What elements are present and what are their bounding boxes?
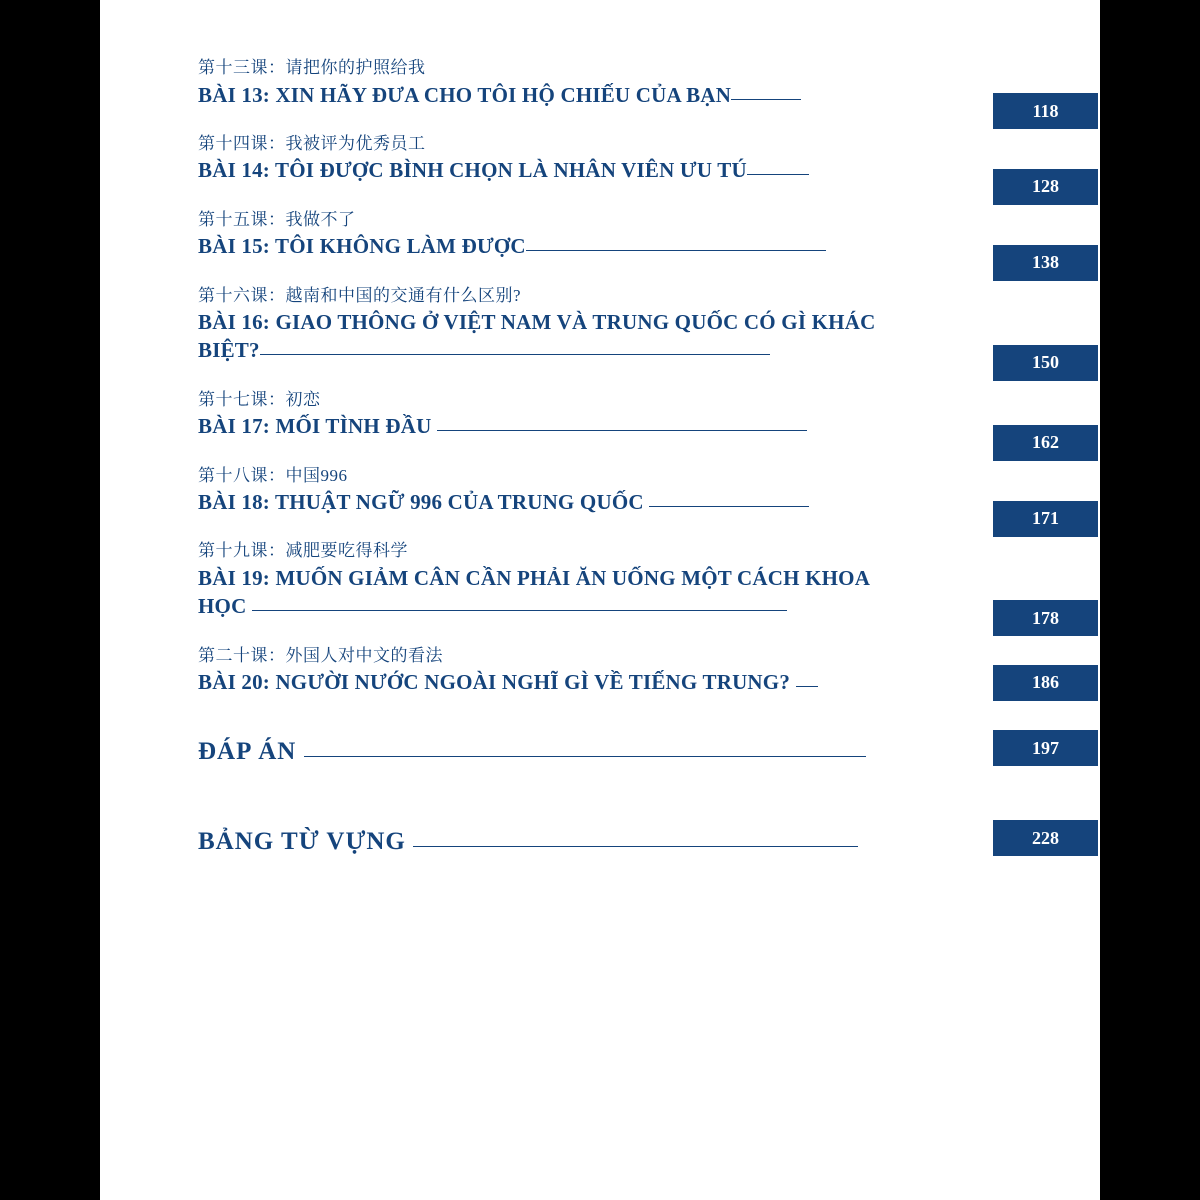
page-number-badge[interactable]: 118 <box>993 93 1098 129</box>
toc-entry[interactable] <box>198 538 1059 628</box>
lesson-title-vietnamese <box>198 308 883 365</box>
page-number-badge[interactable]: 150 <box>993 345 1098 381</box>
leader-dots <box>526 250 826 251</box>
leader-dots <box>304 756 866 757</box>
section-title-text: ĐÁP ÁN <box>198 738 297 765</box>
page-number-badge[interactable]: 138 <box>993 245 1098 281</box>
lesson-title-vietnamese-text: BÀI 16: GIAO THÔNG Ở VIỆT NAM VÀ TRUNG QUỐC CÓ GÌ KHÁC BIỆT? <box>198 310 876 363</box>
lesson-title-vietnamese <box>198 488 883 516</box>
toc-entry[interactable] <box>198 207 1059 273</box>
page-number-badge[interactable]: 162 <box>993 425 1098 461</box>
page-number-badge[interactable]: 178 <box>993 600 1098 636</box>
leader-dots <box>796 686 818 687</box>
toc-entry[interactable] <box>198 283 1059 373</box>
toc-entry[interactable] <box>198 643 1059 697</box>
lesson-title-chinese: 第十八课：中国996 <box>198 465 348 485</box>
toc-entry[interactable] <box>198 55 1059 121</box>
page-number-badge[interactable]: 197 <box>993 730 1098 766</box>
lesson-title-vietnamese <box>198 564 883 621</box>
leader-dots <box>731 99 801 100</box>
lesson-title-vietnamese-text: BÀI 20: NGƯỜI NƯỚC NGOÀI NGHĨ GÌ VỀ TIẾNG TRUNG? <box>198 670 791 695</box>
toc-section-vocabulary[interactable] <box>198 825 1059 859</box>
toc-entry[interactable] <box>198 463 1059 529</box>
lesson-title-chinese: 第十六课：越南和中国的交通有什么区别? <box>198 285 522 305</box>
leader-dots <box>252 610 787 611</box>
toc-entry[interactable] <box>198 131 1059 197</box>
lesson-title-vietnamese-text: BÀI 19: MUỐN GIẢM CÂN CẦN PHẢI ĂN UỐNG MỘT CÁCH KHOA HỌC <box>198 565 869 619</box>
leader-dots <box>649 506 809 507</box>
section-title-text: BẢNG TỪ VỰNG <box>198 828 406 855</box>
leader-dots <box>747 174 809 175</box>
leader-dots <box>260 354 770 355</box>
lesson-title-vietnamese <box>198 81 883 109</box>
page-number-badge[interactable]: 186 <box>993 665 1098 701</box>
lesson-title-vietnamese-text: BÀI 14: TÔI ĐƯỢC BÌNH CHỌN LÀ NHÂN VIÊN ƯU TÚ <box>198 158 747 183</box>
toc-entry[interactable] <box>198 387 1059 453</box>
lesson-title-chinese: 第十三课：请把你的护照给我 <box>198 58 426 77</box>
section-title <box>198 735 998 769</box>
lesson-title-vietnamese-text: BÀI 17: MỐI TÌNH ĐẦU <box>198 414 432 439</box>
lesson-title-vietnamese <box>198 412 883 440</box>
lesson-title-chinese: 第十九课：减肥要吃得科学 <box>198 541 408 561</box>
leader-dots <box>437 430 807 431</box>
lesson-title-vietnamese-text: BÀI 15: TÔI KHÔNG LÀM ĐƯỢC <box>198 234 526 259</box>
lesson-title-chinese: 第十四课：我被评为优秀员工 <box>198 133 426 153</box>
lesson-title-vietnamese-text: BÀI 18: THUẬT NGỮ 996 CỦA TRUNG QUỐC <box>198 490 644 515</box>
lesson-title-chinese: 第十五课：我做不了 <box>198 209 356 229</box>
lesson-title-vietnamese <box>198 232 883 260</box>
lesson-title-chinese: 第二十课：外国人对中文的看法 <box>198 645 443 665</box>
page-number-badge[interactable]: 228 <box>993 820 1098 856</box>
page-number-badge[interactable]: 171 <box>993 501 1098 537</box>
toc-section-answers[interactable] <box>198 735 1059 769</box>
document-page <box>100 0 1100 1200</box>
leader-dots <box>413 846 858 847</box>
table-of-contents <box>198 55 1059 718</box>
page-number-badge[interactable]: 128 <box>993 169 1098 205</box>
section-title <box>198 825 998 859</box>
lesson-title-vietnamese-text: BÀI 13: XIN HÃY ĐƯA CHO TÔI HỘ CHIẾU CỦA BẠN <box>198 82 732 107</box>
lesson-title-chinese: 第十七课：初恋 <box>198 389 321 409</box>
lesson-title-vietnamese <box>198 668 883 696</box>
lesson-title-vietnamese <box>198 156 883 184</box>
